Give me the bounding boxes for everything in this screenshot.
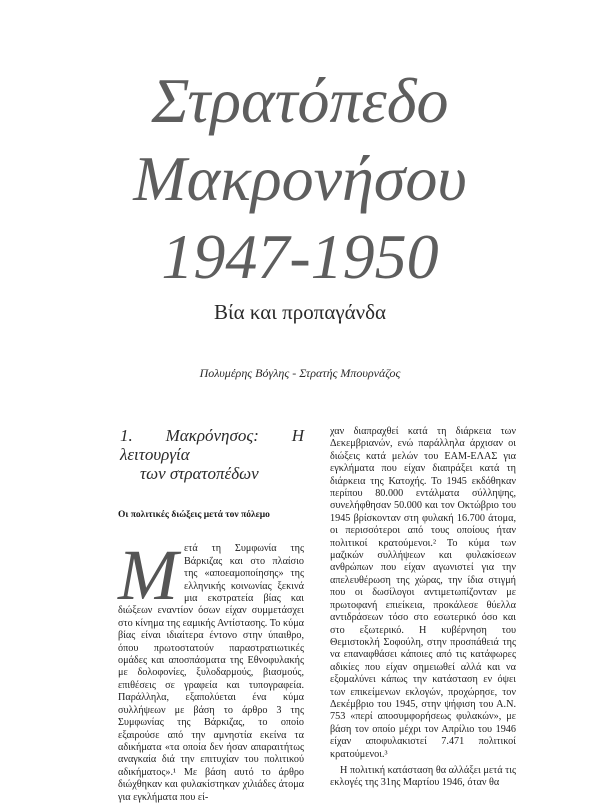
paragraph: Η πολιτική κατάσταση θα αλλάξει μετά τις εκλογές της 31ης Μαρτίου 1946, όταν θα	[330, 764, 516, 789]
article-subtitle: Βία και προπαγάνδα	[213, 300, 387, 324]
text-column-right	[330, 426, 516, 790]
article-title	[0, 62, 600, 296]
drop-cap: Μ	[118, 535, 178, 616]
title-line-1: Στρατόπεδο	[151, 65, 449, 136]
text-column-left	[118, 426, 304, 804]
article-authors: Πολυμέρης Βόγλης - Στρατής Μπουρνάζος	[199, 366, 401, 380]
section-heading-line-2: των στρατοπέδων	[140, 464, 259, 483]
section-heading	[118, 426, 304, 483]
title-line-3: 1947-1950	[161, 221, 439, 292]
paragraph	[118, 535, 304, 804]
title-line-2: Μακρονήσου	[133, 143, 467, 214]
section-heading-line-1: 1. Μακρόνησος: Η λειτουργία	[120, 426, 304, 464]
section-subheading: Οι πολιτικές διώξεις μετά τον πόλεμο	[118, 510, 270, 520]
paragraph: χαν διαπραχθεί κατά τη διάρκεια των Δεκεμβριανών, ενώ παράλληλα άρχισαν οι διώξεις κατά μελών του ΕΑΜ-ΕΛΑΣ για εγκλήματα που είχαν διαπράξει κατά τη διάρκεια της Κατοχής. Το 1945 εκδόθηκαν περίπου 80.000 εντάλματα σύλληψης, συνελήφθησαν 50.000 και τον Οκτώβριο του 1945 βρίσκονταν στη φυλακή 16.700 άτομα, οι περισσότεροι από τους οποίους ήταν πολιτικοί κρατούμενοι.² Το κύμα των μαζικών συλλήψεων και φυλακίσεων ανθρώπων που είχαν αγωνιστεί για την απελευθέρωση της χώρας, την ίδια στιγμή που οι δωσίλογοι αντιμετωπίζονταν με πρωτοφανή επιείκεια, προκάλεσε θύελλα αντιδράσεων τόσο στο εσωτερικό όσο και στο εξωτερικό. Η κυβέρνηση του Θεμιστοκλή Σοφούλη, στην προσπάθειά της να επαναφθάσει κάποιες από τις κατάφωρες αδικίες που είχαν σημειωθεί αλλά και να εξομαλύνει κάπως την κατάσταση εν όψει των επικείμενων εκλογών, προχώρησε, τον Δεκέμβριο του 1945, στην ψήφιση του Α.Ν. 753 «περί αποσυμφορήσεως φυλακών», με βάση τον οποίο μέχρι τον Απρίλιο του 1946 είχαν αποφυλακιστεί 7.471 πολιτικοί κρατούμενοι.³	[330, 426, 516, 760]
paragraph-text: ετά τη Συμφωνία της Βάρκιζας και στο πλαίσιο της «αποεαμοποίησης» της ελληνικής κοινωνίας ξεκινά μια εκστρατεία βίας και διώξεων εναντίον όσων είχαν συμμετάσχει στο κίνημα της εαμικής Αντίστασης. Το κύμα βίας είναι ιδιαίτερα έντονο στην ύπαιθρο, όπου πρωτοστατούν παραστρατιωτικές ομάδες και αποσπάσματα της Εθνοφυλακής με δολοφονίες, ξυλοδαρμούς, βιασμούς, επιθέσεις σε γραφεία και τυπογραφεία. Παράλληλα, εξαπολύεται ένα κύμα συλλήψεων με βάση το άρθρο 3 της Συμφωνίας της Βάρκιζας, το οποίο εξαιρούσε από την αμνηστία εκείνα τα αδικήματα «τα οποία δεν ήσαν απαραιτήτως αναγκαία διά την επιτυχίαν του πολιτικού αδικήματος».¹ Με βάση αυτό το άρθρο διώχθηκαν και φυλακίστηκαν χιλιάδες άτομα για εγκλήματα που εί-	[118, 543, 304, 803]
